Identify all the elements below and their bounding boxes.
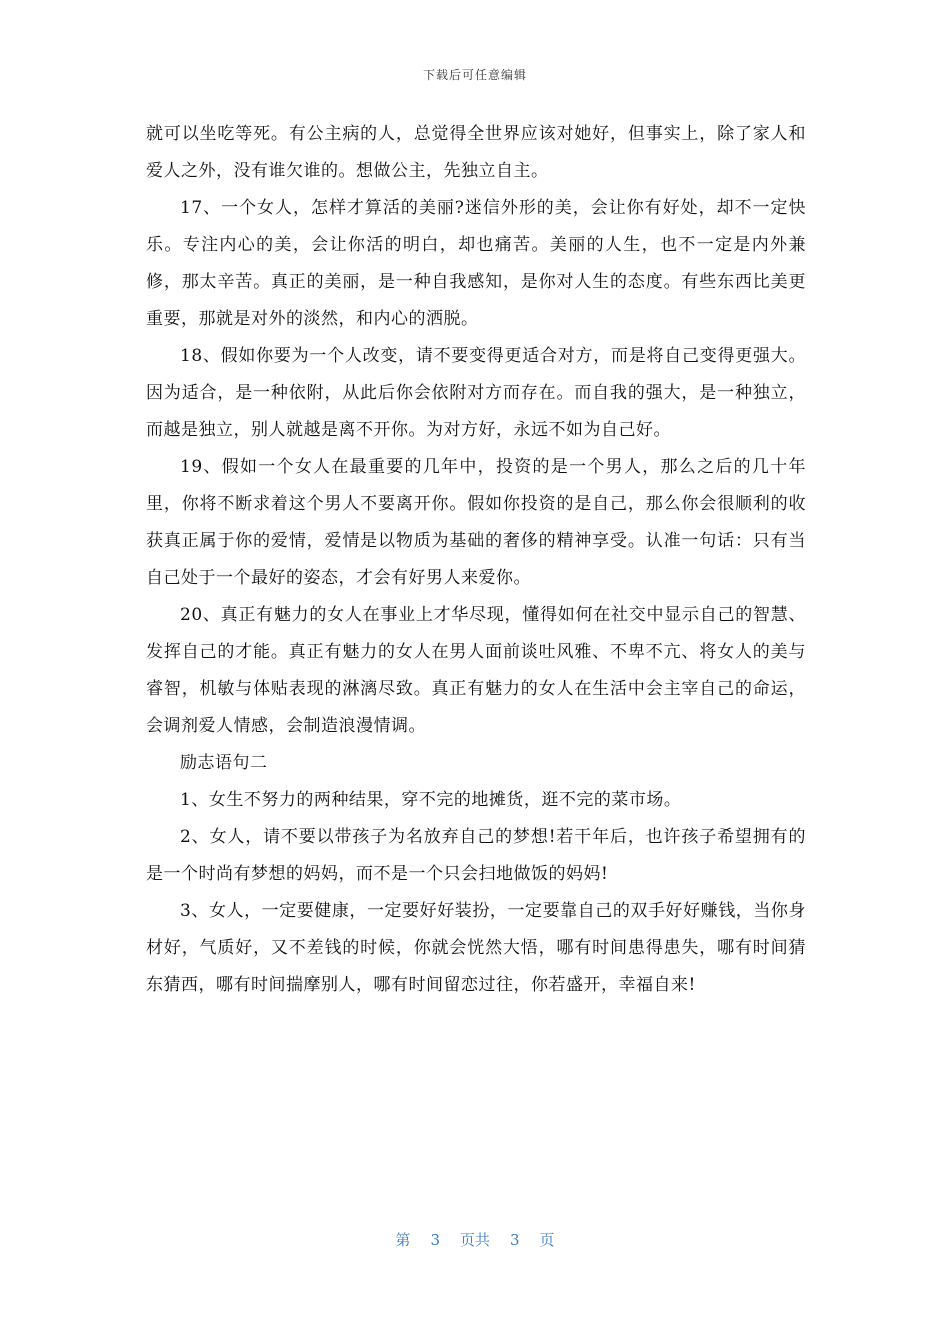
paragraph-s2-1: 1、女生不努力的两种结果，穿不完的地摊货，逛不完的菜市场。 (180, 790, 682, 810)
footer-prefix: 第 (395, 1231, 411, 1249)
footer-middle: 页共 (459, 1231, 490, 1249)
section-heading: 励志语句二 (180, 753, 268, 773)
paragraph-20: 20、真正有魅力的女人在事业上才华尽现，懂得如何在社交中显示自己的智慧、发挥自己的才能。真正有魅力的女人在男人面前谈吐风雅、不卑不亢、将女人的美与睿智，机敏与体贴表现的淋漓尽致。真正有魅力的女人在生活中会主宰自己的命运，会调剂爱人情感，会制造浪漫情调。 (146, 605, 806, 736)
paragraph-17: 17、一个女人，怎样才算活的美丽?迷信外形的美，会让你有好处，却不一定快乐。专注内心的美，会让你活的明白，却也痛苦。美丽的人生，也不一定是内外兼修，那太辛苦。真正的美丽，是一种自我感知，是你对人生的态度。有些东西比美更重要，那就是对外的淡然，和内心的洒脱。 (146, 198, 806, 329)
paragraph-19: 19、假如一个女人在最重要的几年中，投资的是一个男人，那么之后的几十年里，你将不断求着这个男人不要离开你。假如你投资的是自己，那么你会很顺利的收获真正属于你的爱情，爱情是以物质为基础的奢侈的精神享受。认准一句话：只有当自己处于一个最好的姿态，才会有好男人来爱你。 (146, 457, 806, 588)
paragraph-18: 18、假如你要为一个人改变，请不要变得更适合对方，而是将自己变得更强大。因为适合，是一种依附，从此后你会依附对方而存在。而自我的强大，是一种独立，而越是独立，别人就越是离不开你。为对方好，永远不如为自己好。 (146, 346, 806, 440)
paragraph-continuation: 就可以坐吃等死。有公主病的人，总觉得全世界应该对她好，但事实上，除了家人和爱人之外，没有谁欠谁的。想做公主，先独立自主。 (146, 124, 806, 181)
paragraph-s2-2: 2、女人，请不要以带孩子为名放弃自己的梦想!若干年后，也许孩子希望拥有的是一个时尚有梦想的妈妈，而不是一个只会扫地做饭的妈妈! (146, 827, 806, 884)
page-header: 下载后可任意编辑 (422, 68, 527, 82)
page-footer (0, 1229, 950, 1250)
footer-total-pages: 3 (510, 1231, 520, 1249)
document-body (146, 116, 806, 1004)
paragraph-s2-3: 3、女人，一定要健康，一定要好好装扮，一定要靠自己的双手好好赚钱，当你身材好，气质好，又不差钱的时候，你就会恍然大悟，哪有时间患得患失，哪有时间猜东猜西，哪有时间揣摩别人，哪有时间留恋过往，你若盛开，幸福自来! (146, 901, 806, 995)
footer-current-page: 3 (430, 1231, 440, 1249)
footer-suffix: 页 (539, 1231, 555, 1249)
